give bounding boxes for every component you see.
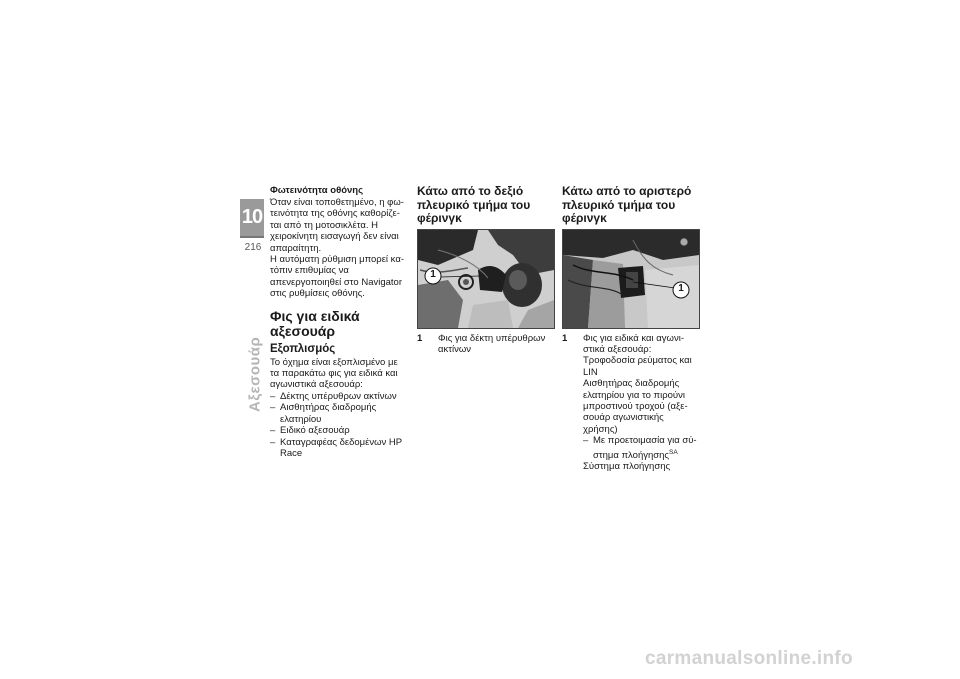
legend-dash-list	[583, 435, 700, 461]
engine-photo-illustration	[418, 230, 554, 328]
list-item: – Δέκτης υπέρυθρων ακτίνων	[270, 391, 405, 402]
list-item: – Ειδικό αξεσουάρ	[270, 425, 405, 436]
left-fairing-photo	[562, 229, 700, 329]
brightness-paragraph-1: Όταν είναι τοποθετημένο, η φωτεινότητα της οθόνης καθορίζεται από τη μοτοσικλέτα. Η χειροκίνητη εισαγωγή δεν είναι απαραίτητη.	[270, 197, 404, 254]
legend-number: 1	[417, 332, 423, 344]
legend-text: Τροφοδοσία ρεύματος και LIN	[583, 355, 692, 378]
legend-text: Αισθητήρας διαδρομής ελατηρίου για το πιρούνι μπροστινού τροχού (αξεσουάρ αγωνιστικής χρήσης)	[583, 378, 688, 435]
left-fairing-heading: Κάτω από το αριστερό πλευρικό τμήμα του φέρινγκ	[562, 184, 692, 225]
chapter-number: 10	[240, 199, 264, 236]
list-item: – Αισθητήρας διαδρομής ελατηρίου	[270, 402, 405, 425]
side-chapter-title: Αξεσουάρ	[246, 336, 264, 412]
legend-text: Σύστημα πλοήγησης	[583, 461, 671, 473]
legend-item	[562, 333, 700, 473]
chapter-divider	[240, 236, 264, 238]
plugs-heading: Φις για ειδικά αξεσουάρ	[270, 307, 360, 339]
equipment-heading: Εξοπλισμός	[270, 342, 336, 355]
column-left	[270, 185, 405, 459]
legend-text: Φις για ειδικά και αγωνιστικά αξεσουάρ:	[583, 332, 684, 355]
right-fairing-heading: Κάτω από το δεξιό πλευρικό τμήμα του φέρινγκ	[417, 184, 531, 225]
callout-number: 1	[678, 282, 684, 294]
equipment-intro: Το όχημα είναι εξοπλισμένο με τα παρακάτω φις για ειδικά και αγωνιστικά αξεσουάρ:	[270, 356, 398, 391]
callout-number: 1	[430, 268, 436, 280]
legend-number: 1	[562, 332, 568, 344]
list-item	[583, 435, 700, 461]
legend-text: Φις για δέκτη υπέρυθρων ακτίνων	[438, 332, 546, 355]
brightness-paragraph-2: Η αυτόματη ρύθμιση μπορεί κατόπιν επιθυμίας να απενεργοποιηθεί στο Navigator στις ρυθμίσεις οθόνης.	[270, 254, 404, 300]
legend-item	[417, 333, 553, 356]
legend-dash-text: Με προετοιμασία για σύστημα πλοήγησης	[593, 435, 697, 461]
page-number: 216	[244, 242, 262, 253]
equipment-list	[270, 391, 405, 459]
column-right	[562, 185, 700, 473]
legend-body	[583, 333, 700, 473]
right-fairing-photo	[417, 229, 555, 329]
column-middle	[417, 185, 553, 355]
sa-superscript: SA	[669, 448, 678, 456]
list-item: – Καταγραφέας δεδομένων HP Race	[270, 437, 405, 460]
brightness-heading: Φωτεινότητα οθόνης	[270, 185, 364, 196]
watermark: carmanualsonline.info	[645, 648, 853, 669]
engine-photo-illustration	[563, 230, 699, 328]
